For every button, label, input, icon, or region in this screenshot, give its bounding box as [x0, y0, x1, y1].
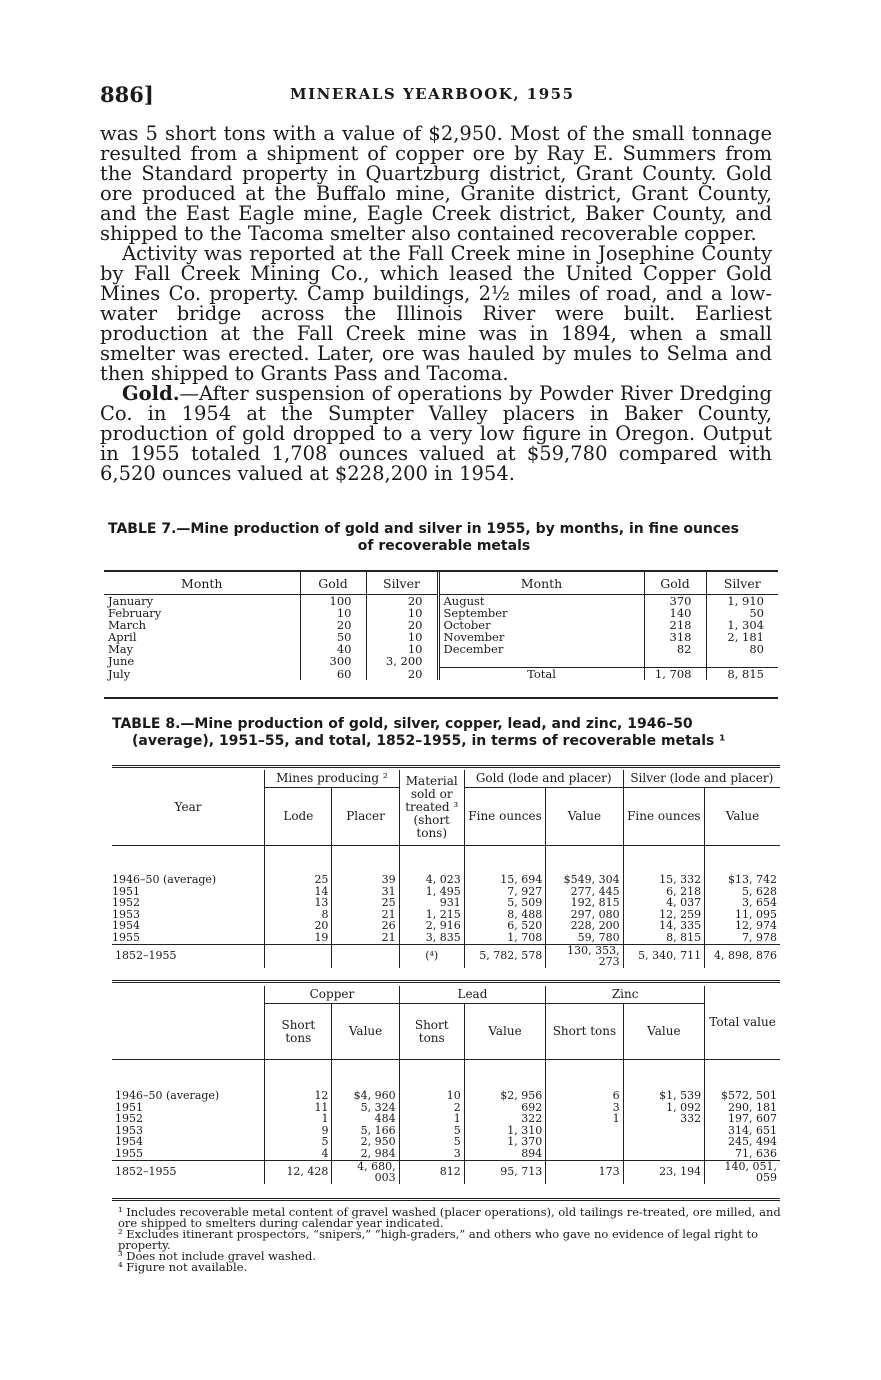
t7-gold-cell: 218	[644, 619, 706, 631]
t8-cell-cu_t: 5	[265, 1136, 332, 1148]
t8-cell-zn_v: $1, 539	[623, 1090, 704, 1102]
t8-spacer-cell	[705, 846, 780, 875]
t8-cell-placer: 26	[332, 920, 399, 932]
t8-header-lode: Lode	[265, 788, 332, 846]
t8-total-zn_t: 173	[546, 1160, 623, 1184]
t8-cell-pb_t: 2	[399, 1102, 464, 1114]
t8-spacer-row	[112, 846, 780, 875]
t8-cell-lode: 13	[265, 897, 332, 909]
t8-cell-silver_oz: 4, 037	[623, 897, 704, 909]
t8-cell-lode: 19	[265, 932, 332, 944]
t7-gold-cell: 82	[644, 643, 706, 655]
t8-spacer-cell	[112, 846, 265, 875]
t7-month-cell: March	[108, 618, 146, 632]
t8-cell-pb_t: 5	[399, 1136, 464, 1148]
t8-cell-material: 1, 215	[399, 909, 464, 921]
t8-cell-gold_oz: 6, 520	[464, 920, 545, 932]
t7-silver-cell: 2, 181	[706, 631, 778, 643]
t7-silver-cell: 10	[366, 643, 438, 655]
t7-gold-cell: 100	[300, 595, 366, 608]
footnotes	[118, 1207, 788, 1273]
table7-caption-line1: TABLE 7.—Mine production of gold and silver in 1955, by months, in fine ounces	[108, 521, 739, 537]
t7-header-gold: Gold	[300, 572, 366, 595]
t8-header-cu-tons: Short tons	[265, 1004, 332, 1060]
t8-cell-gold_oz: 15, 694	[464, 874, 545, 886]
t7-month-cell: November	[438, 631, 644, 643]
t8-header-pb-tons: Short tons	[399, 1004, 464, 1060]
footnote-3: ³ Does not include gravel washed.	[118, 1249, 316, 1263]
t8-header-material: Material sold or treated ³ (short tons)	[399, 770, 464, 846]
t7-gold-cell: 300	[300, 655, 366, 668]
paragraph-2: Activity was reported at the Fall Creek mine in Josephine County by Fall Creek Mining Co., which leased the United Copper Gold Mines Co. property. Camp buildings, 2½ miles of road, and a low-water bridge across the Illinois River were built. Earliest production at the Fall Creek mine was in 1894, when a small smelter was erected. Later, ore was hauled by mules to Selma and then shipped to Grants Pass and Tacoma.	[100, 242, 772, 385]
t8-spacer-cell	[399, 846, 464, 875]
t8-spacer-cell	[332, 846, 399, 875]
t8-cell-zn_v	[623, 1148, 704, 1160]
t8-total-total: 140, 051, 059	[705, 1160, 780, 1184]
t8-cell-silver_oz: 12, 259	[623, 909, 704, 921]
t8-cell-year: 1952	[115, 1112, 143, 1126]
t7-month-cell: October	[438, 619, 644, 631]
t7-month-cell: February	[108, 606, 162, 620]
table7-bottom-rule	[104, 697, 778, 699]
t7-header-silver-2: Silver	[706, 572, 778, 595]
t8-cell-year: 1946–50 (average)	[112, 873, 217, 886]
t8-cell-pb_v: $2, 956	[464, 1090, 545, 1102]
t8-cell-pb_v: 692	[464, 1102, 545, 1114]
t8-spacer-cell	[399, 1060, 464, 1091]
footnote-2: ² Excludes itinerant prospectors, “snipers,” “high-graders,” and others who gave no evidence of legal right to property.	[118, 1227, 759, 1252]
t8-cell-silver_val: 11, 095	[705, 909, 780, 921]
t8-spacer-cell	[464, 1060, 545, 1091]
t8-cell-gold_val: 59, 780	[546, 932, 623, 944]
running-title: MINERALS YEARBOOK, 1955	[290, 85, 575, 103]
t8-row	[112, 1125, 780, 1137]
t7-header-gold-2: Gold	[644, 572, 706, 595]
t7-row	[104, 655, 778, 668]
table8-part2	[112, 986, 780, 1184]
t8-cell-silver_oz: 8, 815	[623, 932, 704, 944]
t7-total-silver: 8, 815	[706, 668, 778, 681]
t8-cell-placer: 25	[332, 897, 399, 909]
t8-cell-cu_t: 12	[265, 1090, 332, 1102]
t8-row	[112, 932, 780, 944]
t7-gold-cell: 40	[300, 643, 366, 655]
t8-spacer-cell	[546, 1060, 623, 1091]
t8-cell-zn_t: 3	[546, 1102, 623, 1114]
t8-cell-zn_v: 332	[623, 1113, 704, 1125]
gold-lead-in: Gold.	[122, 382, 180, 405]
t8-cell-cu_t: 4	[265, 1148, 332, 1160]
t8-cell-pb_t: 1	[399, 1113, 464, 1125]
t8-cell-placer: 21	[332, 909, 399, 921]
table8-part1	[112, 770, 780, 968]
t7-silver-cell: 50	[706, 607, 778, 619]
t8-header-year: Year	[112, 770, 265, 846]
t8-total-zn_v: 23, 194	[623, 1160, 704, 1184]
t8-header-placer: Placer	[332, 788, 399, 846]
paragraph-3	[100, 384, 772, 484]
t7-empty-cell	[706, 655, 778, 668]
t7-gold-cell: 10	[300, 607, 366, 619]
t8-header-mines: Mines producing ²	[265, 770, 399, 788]
t8-cell-total: 245, 494	[705, 1136, 780, 1148]
t8-row	[112, 1148, 780, 1160]
t8-cell-lode: 8	[265, 909, 332, 921]
t8-total-pb_t: 812	[399, 1160, 464, 1184]
t7-total-label: Total	[438, 668, 644, 681]
t8-cell-gold_oz: 1, 708	[464, 932, 545, 944]
t7-row	[104, 643, 778, 655]
t8-cell-pb_v: 322	[464, 1113, 545, 1125]
t8-total-gold_oz: 5, 782, 578	[464, 944, 545, 968]
t8-row	[112, 1113, 780, 1125]
t8-spacer-cell	[623, 1060, 704, 1091]
t7-total-gold: 1, 708	[644, 668, 706, 681]
t7-header-month: Month	[104, 572, 300, 595]
t8-cell-total: 314, 651	[705, 1125, 780, 1137]
table7	[104, 572, 778, 680]
t7-silver-cell: 10	[366, 631, 438, 643]
t8-cell-zn_t: 6	[546, 1090, 623, 1102]
t8-spacer-cell	[464, 846, 545, 875]
t8-row	[112, 1136, 780, 1148]
t8-cell-pb_t: 3	[399, 1148, 464, 1160]
t8-cell-silver_oz: 6, 218	[623, 886, 704, 898]
t8-header-silver: Silver (lode and placer)	[623, 770, 780, 788]
t8-total-pb_v: 95, 713	[464, 1160, 545, 1184]
t8-cell-zn_v: 1, 092	[623, 1102, 704, 1114]
t8-header-gold-value: Value	[546, 788, 623, 846]
t8-cell-cu_v: 5, 166	[332, 1125, 399, 1137]
t8-spacer-cell	[705, 1060, 780, 1091]
t8-cell-year: 1955	[112, 930, 140, 944]
t8-cell-pb_t: 5	[399, 1125, 464, 1137]
t8-cell-pb_v: 1, 370	[464, 1136, 545, 1148]
t8-cell-zn_t: 1	[546, 1113, 623, 1125]
t8-cell-gold_oz: 8, 488	[464, 909, 545, 921]
t8-header-total-value: Total value	[705, 986, 780, 1060]
t8-cell-zn_v	[623, 1136, 704, 1148]
t7-month-cell: August	[438, 595, 644, 608]
t8-cell-year: 1952	[112, 896, 140, 910]
t8-cell-gold_oz: 5, 509	[464, 897, 545, 909]
t8-cell-gold_val: 192, 815	[546, 897, 623, 909]
t8-cell-total: 290, 181	[705, 1102, 780, 1114]
t8-total-lode	[265, 944, 332, 968]
t8-cell-cu_v: $4, 960	[332, 1090, 399, 1102]
t8-cell-cu_v: 5, 324	[332, 1102, 399, 1114]
t8-cell-year: 1946–50 (average)	[115, 1089, 220, 1102]
paragraph-1: was 5 short tons with a value of $2,950. Most of the small tonnage resulted from a shipment of copper ore by Ray E. Summers from the Standard property in Quartzburg district, Grant County. Gold ore produced at the Buffalo mine, Granite district, Grant County, and the East Eagle mine, Eagle Creek district, Baker County, and shipped to the Tacoma smelter also contained recoverable copper.	[100, 122, 772, 245]
t8-cell-material: 2, 916	[399, 920, 464, 932]
t8-cell-gold_oz: 7, 927	[464, 886, 545, 898]
t8-total-row	[112, 1160, 780, 1184]
t7-month-cell: December	[438, 643, 644, 655]
t7-gold-cell: 60	[300, 668, 366, 681]
t8-cell-total: 197, 607	[705, 1113, 780, 1125]
t8-cell-year: 1953	[112, 907, 140, 921]
t8-cell-year: 1951	[115, 1100, 143, 1114]
t8-cell-placer: 39	[332, 874, 399, 886]
t8-cell-year: 1951	[112, 884, 140, 898]
t8-total-material: (⁴)	[399, 944, 464, 968]
table8-bottom-rule	[112, 1198, 780, 1201]
table7-caption-line2: of recoverable metals	[357, 538, 531, 554]
t7-empty-cell	[644, 655, 706, 668]
t8-spacer-row	[112, 1060, 780, 1091]
t8-header-gold: Gold (lode and placer)	[464, 770, 623, 788]
t8-cell-silver_val: 7, 978	[705, 932, 780, 944]
t7-gold-cell: 140	[644, 607, 706, 619]
table8-top-rule	[112, 765, 780, 768]
t7-silver-cell: 1, 304	[706, 619, 778, 631]
t8-spacer-cell	[265, 846, 332, 875]
t8-row	[112, 1090, 780, 1102]
t8-cell-placer: 21	[332, 932, 399, 944]
t8-header-pb-value: Value	[464, 1004, 545, 1060]
t8-cell-cu_v: 484	[332, 1113, 399, 1125]
t7-empty-cell	[438, 655, 644, 668]
t8-cell-gold_val: 228, 200	[546, 920, 623, 932]
t7-header-silver: Silver	[366, 572, 438, 595]
t8-cell-pb_v: 894	[464, 1148, 545, 1160]
t7-month-cell: September	[438, 607, 644, 619]
t8-header-year-2	[112, 986, 265, 1060]
t8-cell-cu_t: 1	[265, 1113, 332, 1125]
t8-cell-total: 71, 636	[705, 1148, 780, 1160]
t8-total-silver_val: 4, 898, 876	[705, 944, 780, 968]
t7-gold-cell: 370	[644, 595, 706, 608]
t8-cell-material: 3, 835	[399, 932, 464, 944]
t8-cell-year: 1954	[115, 1135, 143, 1149]
t8-total-row	[112, 944, 780, 968]
t8-total-placer	[332, 944, 399, 968]
t8-cell-lode: 20	[265, 920, 332, 932]
t8-total-cu_t: 12, 428	[265, 1160, 332, 1184]
t7-gold-cell: 20	[300, 619, 366, 631]
page-number: 886]	[100, 82, 154, 107]
t8-header-zinc: Zinc	[546, 986, 705, 1004]
t8-cell-cu_t: 11	[265, 1102, 332, 1114]
t8-header-zn-tons: Short tons	[546, 1004, 623, 1060]
t7-month-cell: June	[108, 654, 135, 669]
t8-total-year: 1852–1955	[112, 1160, 265, 1184]
t8-cell-material: 4, 023	[399, 874, 464, 886]
t8-row	[112, 874, 780, 886]
t8-cell-silver_val: 5, 628	[705, 886, 780, 898]
t8-cell-silver_val: $13, 742	[705, 874, 780, 886]
t8-cell-zn_v	[623, 1125, 704, 1137]
table7-caption	[108, 521, 780, 555]
t8-cell-silver_oz: 14, 335	[623, 920, 704, 932]
table8-caption-line1: TABLE 8.—Mine production of gold, silver, copper, lead, and zinc, 1946–50	[112, 716, 693, 732]
t8-spacer-cell	[623, 846, 704, 875]
t8-cell-zn_t	[546, 1136, 623, 1148]
t8-cell-gold_val: 277, 445	[546, 886, 623, 898]
t8-cell-cu_v: 2, 950	[332, 1136, 399, 1148]
t8-header-cu-value: Value	[332, 1004, 399, 1060]
t7-silver-cell: 3, 200	[366, 655, 438, 668]
t8-cell-pb_t: 10	[399, 1090, 464, 1102]
t7-silver-cell: 20	[366, 619, 438, 631]
t8-header-zn-value: Value	[623, 1004, 704, 1060]
paragraph-3-text: —After suspension of operations by Powder River Dredging Co. in 1954 at the Sumpter Valley placers in Baker County, production of gold dropped to a very low figure in Oregon. Output in 1955 totaled 1,708 ounces valued at $59,780 compared with 6,520 ounces valued at $228,200 in 1954.	[100, 382, 772, 485]
t7-gold-cell: 50	[300, 631, 366, 643]
t8-cell-pb_v: 1, 310	[464, 1125, 545, 1137]
t8-spacer-cell	[546, 846, 623, 875]
t7-month-cell: May	[108, 642, 134, 656]
t8-total-gold_val: 130, 353, 273	[546, 944, 623, 968]
t8-total-silver_oz: 5, 340, 711	[623, 944, 704, 968]
t7-month-cell: July	[108, 666, 131, 681]
t8-cell-zn_t	[546, 1148, 623, 1160]
t7-month-cell: January	[108, 594, 154, 608]
t7-silver-cell: 20	[366, 668, 438, 681]
t8-cell-material: 931	[399, 897, 464, 909]
t8-spacer-cell	[332, 1060, 399, 1091]
t7-header-month-2: Month	[438, 572, 644, 595]
t8-cell-lode: 25	[265, 874, 332, 886]
t8-total-year: 1852–1955	[112, 944, 265, 968]
t7-silver-cell: 20	[366, 595, 438, 608]
t8-cell-cu_t: 9	[265, 1125, 332, 1137]
t8-cell-gold_val: 297, 080	[546, 909, 623, 921]
t8-cell-zn_t	[546, 1125, 623, 1137]
footnote-4: ⁴ Figure not available.	[118, 1260, 248, 1274]
t8-cell-gold_val: $549, 304	[546, 874, 623, 886]
t8-header-silver-value: Value	[705, 788, 780, 846]
t8-header-copper: Copper	[265, 986, 399, 1004]
t8-cell-year: 1954	[112, 919, 140, 933]
t8-cell-silver_val: 3, 654	[705, 897, 780, 909]
t7-silver-cell: 10	[366, 607, 438, 619]
t8-header-silver-oz: Fine ounces	[623, 788, 704, 846]
t8-cell-placer: 31	[332, 886, 399, 898]
t8-total-cu_v: 4, 680, 003	[332, 1160, 399, 1184]
t8-cell-year: 1955	[115, 1146, 143, 1160]
t8-spacer-cell	[265, 1060, 332, 1091]
footnote-1: ¹ Includes recoverable metal content of gravel washed (placer operations), old tailings re-treated, ore milled, and ore shipped to smelters during calendar year indicated.	[118, 1205, 781, 1230]
t7-silver-cell: 80	[706, 643, 778, 655]
t8-cell-material: 1, 495	[399, 886, 464, 898]
t8-cell-total: $572, 501	[705, 1090, 780, 1102]
t7-gold-cell: 318	[644, 631, 706, 643]
t8-cell-year: 1953	[115, 1123, 143, 1137]
table8-middle-rule	[112, 980, 780, 983]
t8-header-gold-oz: Fine ounces	[464, 788, 545, 846]
running-header	[100, 82, 780, 106]
t8-cell-cu_v: 2, 984	[332, 1148, 399, 1160]
t8-header-lead: Lead	[399, 986, 546, 1004]
t8-cell-silver_oz: 15, 332	[623, 874, 704, 886]
t8-cell-silver_val: 12, 974	[705, 920, 780, 932]
t8-cell-lode: 14	[265, 886, 332, 898]
body-text	[100, 124, 772, 484]
t8-spacer-cell	[112, 1060, 265, 1091]
t7-silver-cell: 1, 910	[706, 595, 778, 608]
table8-caption-line2: (average), 1951–55, and total, 1852–1955, in terms of recoverable metals ¹	[132, 733, 726, 749]
table8-caption	[112, 716, 784, 750]
t7-month-cell: April	[108, 630, 137, 644]
t7-row	[104, 668, 778, 681]
